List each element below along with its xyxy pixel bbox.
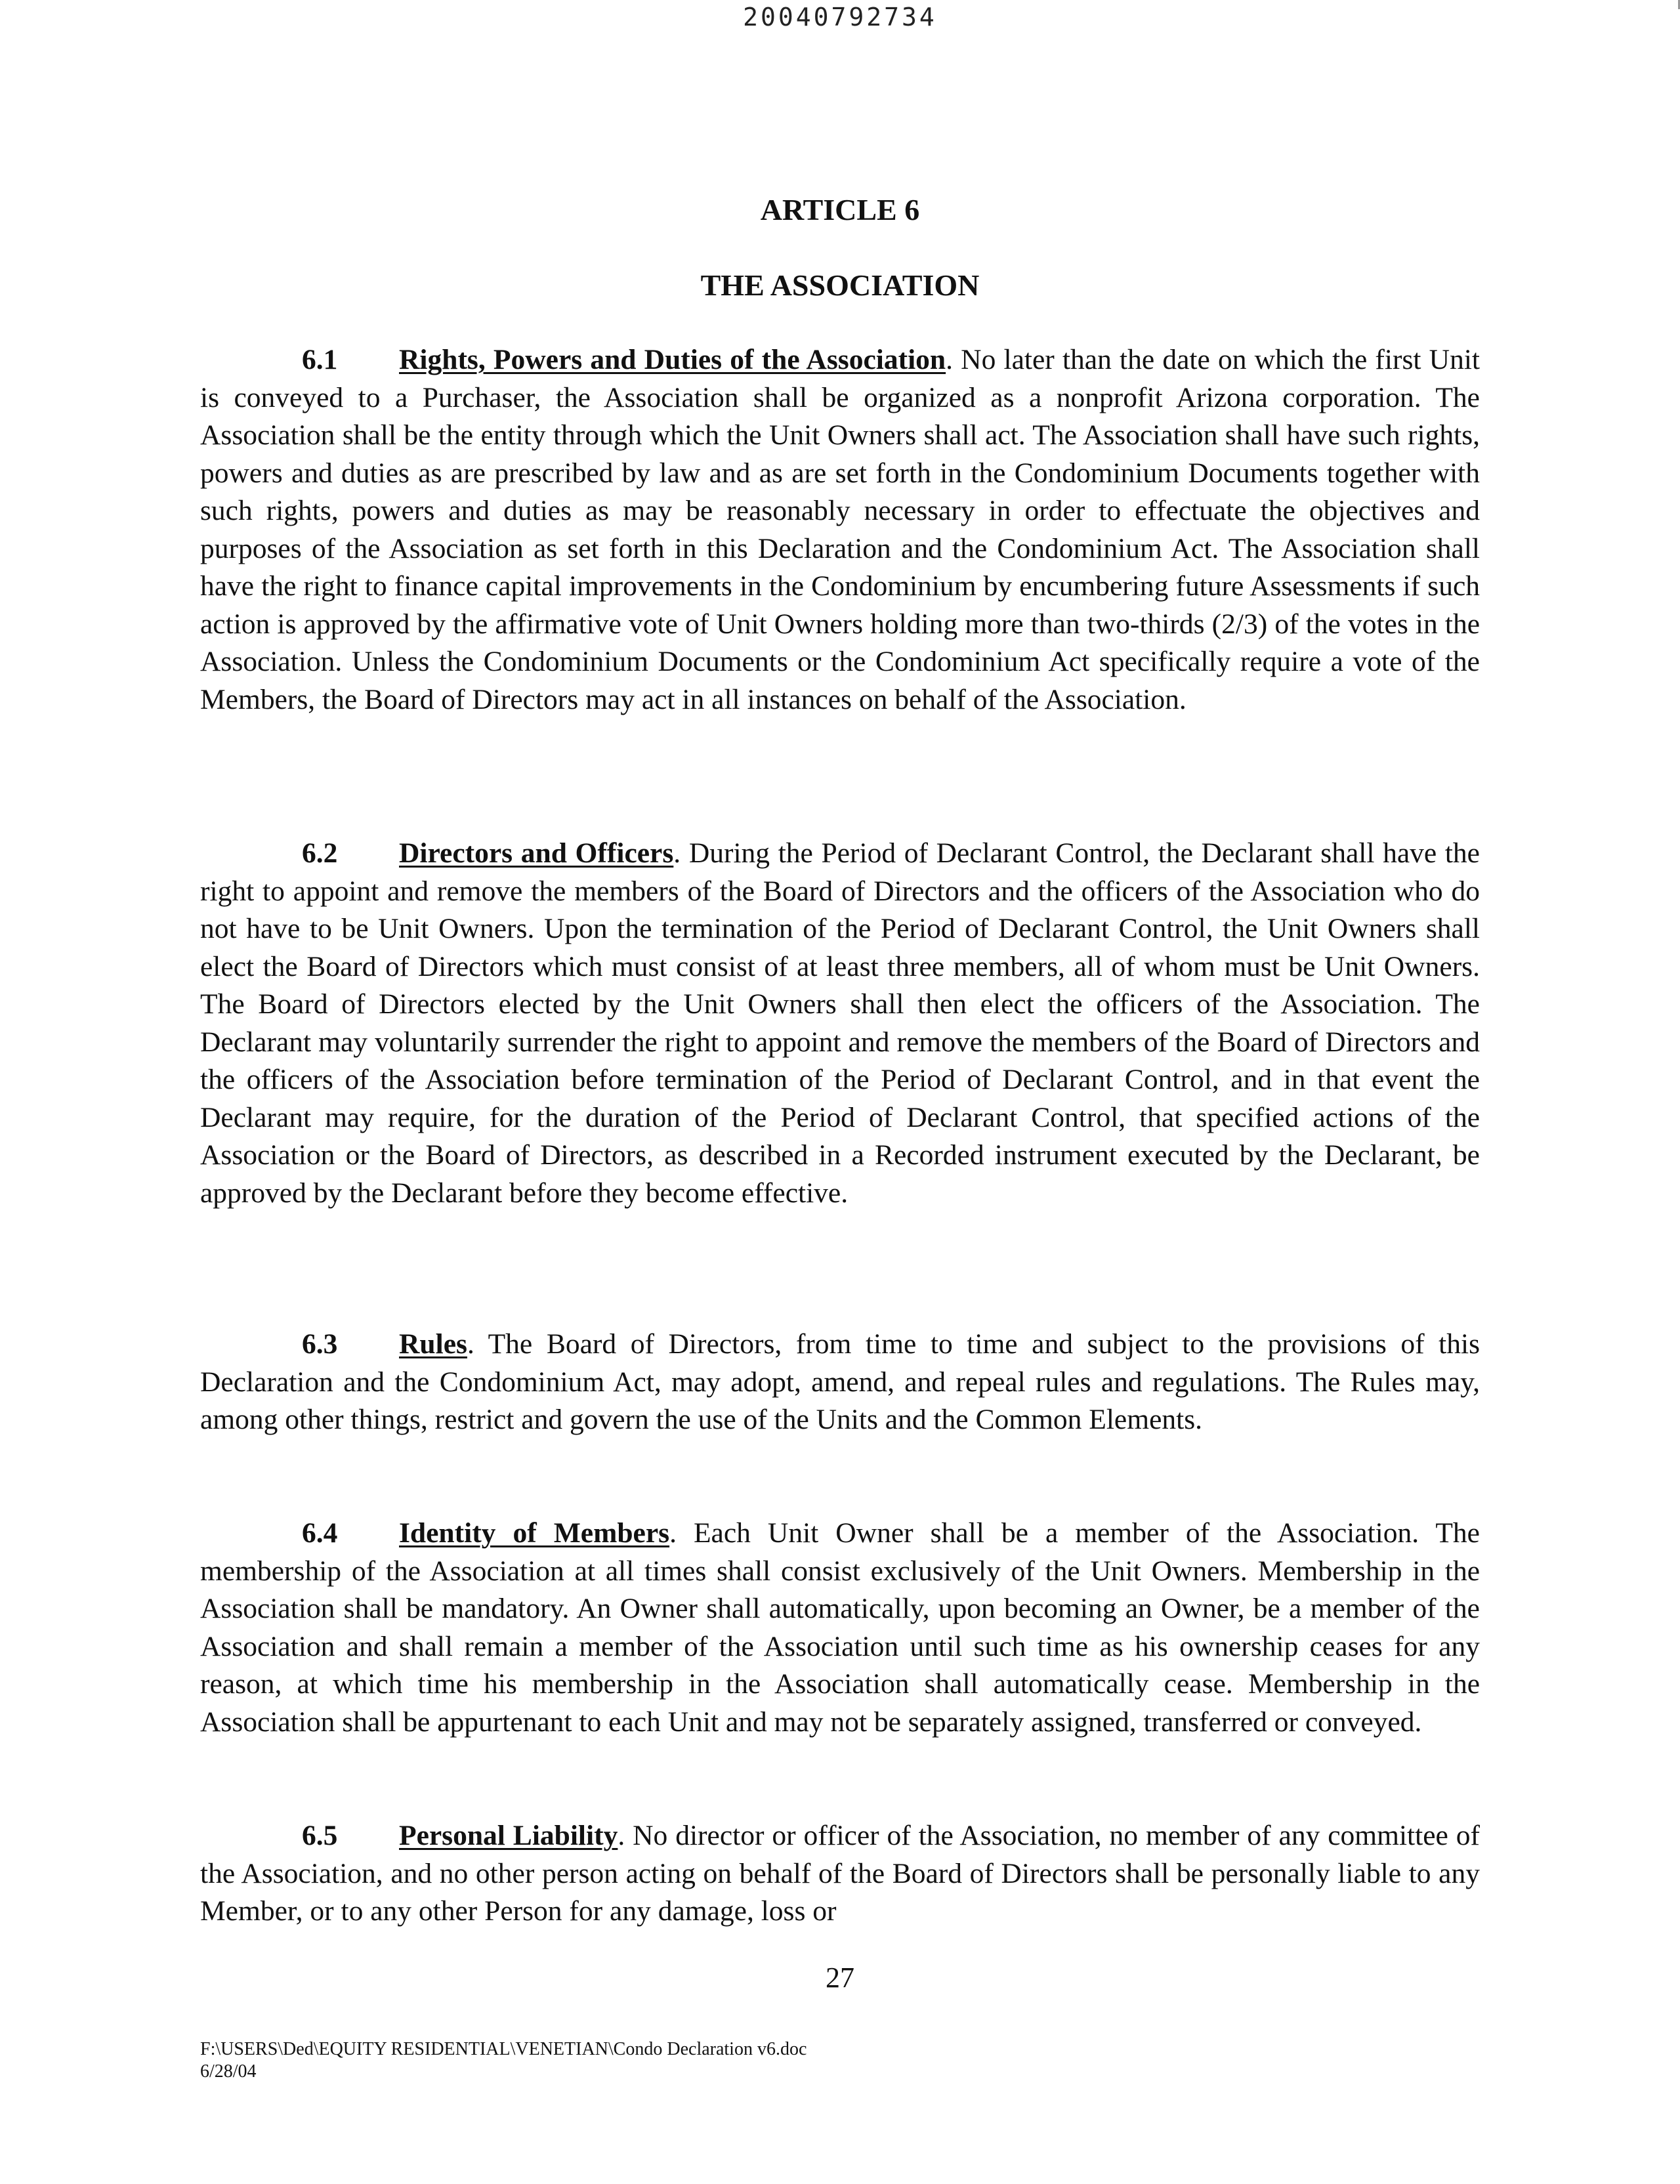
footer-date: 6/28/04 <box>200 2061 257 2082</box>
section-text: . Each Unit Owner shall be a member of the Association. The membership of the Association at all times shall consist exclusively of the Unit Owners. Membership in the Association shall be mandatory. An Owner shall automatically, upon becoming an Owner, be a member of the Association and shall remain a member of the Association until such time as his ownership ceases for any reason, at which time his membership in the Association shall automatically cease. Membership in the Association shall be appurtenant to each Unit and may not be separately assigned, transferred or conveyed. <box>200 1517 1480 1738</box>
section-title: Rules <box>399 1328 467 1360</box>
section-number: 6.3 <box>302 1328 338 1360</box>
section-6-2 <box>200 835 1480 1212</box>
section-text: . No director or officer of the Association, no member of any committee of the Association, and no other person acting on behalf of the Board of Directors shall be personally liable to any Member, or to any other Person for any damage, loss or <box>200 1820 1480 1927</box>
section-number: 6.5 <box>302 1820 338 1851</box>
page-number: 27 <box>826 1962 854 1994</box>
document-footer <box>200 2038 807 2083</box>
section-text: . The Board of Directors, from time to time and subject to the provisions of this Declaration and the Condominium Act, may adopt, amend, and repeal rules and regulations. The Rules may, among other things, restrict and govern the use of the Units and the Common Elements. <box>200 1328 1480 1435</box>
article-subtitle: THE ASSOCIATION <box>700 268 980 302</box>
section-text: . During the Period of Declarant Control, the Declarant shall have the right to appoint and remove the members of the Board of Directors and the officers of the Association who do not have to be Unit Owners. Upon the termination of the Period of Declarant Control, the Unit Owners shall elect the Board of Directors which must consist of at least three members, all of whom must be Unit Owners. The Board of Directors elected by the Unit Owners shall then elect the officers of the Association. The Declarant may voluntarily surrender the right to appoint and remove the members of the Board of Directors and the officers of the Association before termination of the Period of Declarant Control, and in that event the Declarant may require, for the duration of the Period of Declarant Control, that specified actions of the Association or the Board of Directors, as described in a Recorded instrument executed by the Declarant, be approved by the Declarant before they become effective. <box>200 837 1480 1209</box>
section-6-3 <box>200 1326 1480 1439</box>
section-title: Directors and Officers <box>399 837 674 869</box>
section-number: 6.2 <box>302 837 338 869</box>
section-number: 6.4 <box>302 1517 338 1549</box>
section-text: . No later than the date on which the first Unit is conveyed to a Purchaser, the Association shall be organized as a nonprofit Arizona corporation. The Association shall be the entity through which the Unit Owners shall act. The Association shall have such rights, powers and duties as are prescribed by law and as are set forth in the Condominium Documents together with such rights, powers and duties as may be reasonably necessary in order to effectuate the objectives and purposes of the Association as set forth in this Declaration and the Condominium Act. The Association shall have the right to finance capital improvements in the Condominium by encumbering future Assessments if such action is approved by the affirmative vote of Unit Owners holding more than two-thirds (2/3) of the votes in the Association. Unless the Condominium Documents or the Condominium Act specifically require a vote of the Members, the Board of Directors may act in all instances on behalf of the Association. <box>200 344 1480 715</box>
section-title: Rights, Powers and Duties of the Association <box>399 344 946 375</box>
footer-file-path: F:\USERS\Ded\EQUITY RESIDENTIAL\VENETIAN\Condo Declaration v6.doc <box>200 2039 807 2059</box>
recording-number: 20040792734 <box>743 3 937 32</box>
section-title: Personal Liability <box>399 1820 618 1851</box>
section-6-5 <box>200 1817 1480 1931</box>
article-title: ARTICLE 6 <box>760 193 920 226</box>
section-number: 6.1 <box>302 344 338 375</box>
section-6-4 <box>200 1515 1480 1741</box>
section-title: Identity of Members <box>399 1517 670 1549</box>
section-6-1 <box>200 341 1480 719</box>
